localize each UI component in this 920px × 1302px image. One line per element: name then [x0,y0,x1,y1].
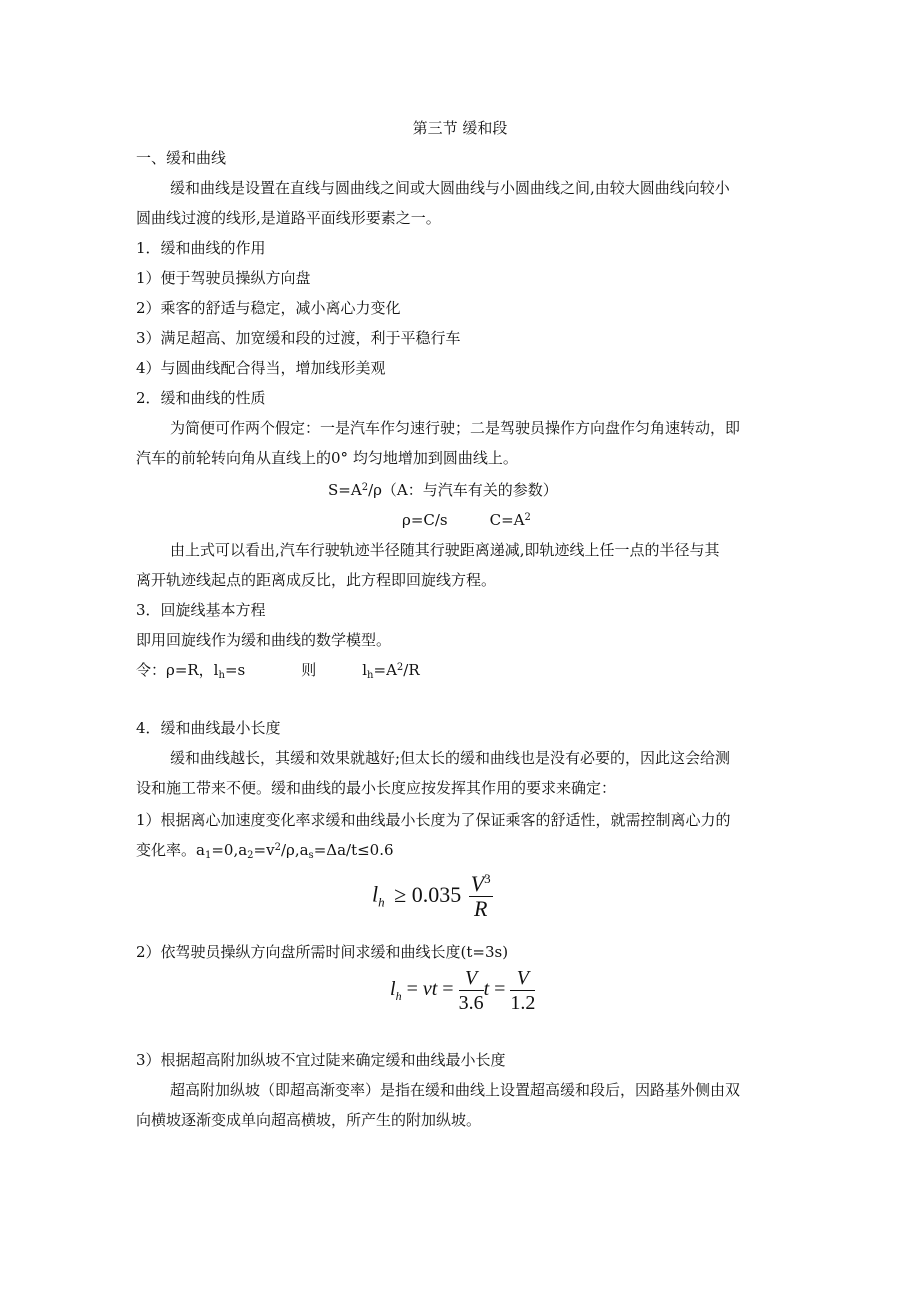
eq-text: 则 [301,661,317,679]
eq-var: l [372,881,379,907]
eq-text: = [494,978,506,1001]
criterion-1: 1）根据离心加速度变化率求缓和曲线最小长度为了保证乘客的舒适性，就需控制离心力的 [136,811,731,829]
eq-text: =0,a [211,841,248,859]
paragraph-line: 超高附加纵坡（即超高渐变率）是指在缓和曲线上设置超高缓和段后，因路基外侧由双 [170,1081,741,1099]
paragraph-line: 汽车的前轮转向角从直线上的0° 均匀地增加到圆曲线上。 [136,449,518,467]
eq-text: 1.2 [510,992,536,1014]
eq-var: V [464,967,478,989]
paragraph-line: 缓和曲线越长，其缓和效果就越好;但太长的缓和曲线也是没有必要的，因此这会给测 [170,749,731,767]
criterion-1-formula [136,840,394,860]
eq-text: S=A [328,481,362,499]
eq-var: t [483,978,490,1001]
eq-text: =v [253,841,275,859]
eq-text: =s [224,661,246,679]
criterion-2: 2）依驾驶员操纵方向盘所需时间求缓和曲线长度(t=3s) [136,943,509,961]
formula-centripetal [372,872,493,921]
paragraph-line: 圆曲线过渡的线形,是道路平面线形要素之一。 [136,209,441,227]
eq-subscript: 1 [204,850,212,861]
eq-exponent: 2 [274,842,281,853]
paragraph-line: 设和施工带来不便。缓和曲线的最小长度应按发挥其作用的要求来确定： [136,779,617,797]
eq-subscript: h [395,989,402,1004]
eq-text: l [362,661,368,679]
eq-text: =Δa/t≤0.6 [313,841,394,859]
list-item: 1）便于驾驶员操纵方向盘 [136,269,311,287]
eq-subscript: h [378,894,385,910]
eq-text: 3.6 [458,992,484,1014]
subheading: 1．缓和曲线的作用 [136,239,266,257]
paragraph-line: 由上式可以看出,汽车行驶轨迹半径随其行驶距离递减,即轨迹线上任一点的半径与其 [170,541,720,559]
paragraph-line: 离开轨迹线起点的距离成反比，此方程即回旋线方程。 [136,571,497,589]
eq-text: C=A [489,511,525,529]
criterion-3: 3）根据超高附加纵坡不宜过陡来确定缓和曲线最小长度 [136,1051,506,1069]
eq-exponent: 2 [396,662,404,673]
eq-var: vt [422,978,438,1001]
list-item: 4）与圆曲线配合得当，增加线形美观 [136,359,386,377]
eq-var: V [516,967,530,989]
fraction [459,966,484,1015]
eq-var: R [473,896,488,921]
equation-s [328,480,558,500]
eq-var: l [390,978,396,1001]
paragraph-line: 为简便可作两个假定：一是汽车作匀速行驶；二是驾驶员操作方向盘作匀角速转动，即 [170,419,741,437]
eq-subscript: s [308,850,314,861]
subheading: 2．缓和曲线的性质 [136,389,266,407]
eq-text: /R [403,661,420,679]
eq-text: = [442,978,454,1001]
eq-text: ρ=C/s [402,511,448,529]
list-item: 3）满足超高、加宽缓和段的过渡，利于平稳行车 [136,329,461,347]
eq-text: =A [373,661,397,679]
eq-subscript: h [367,670,374,681]
eq-text: /ρ（A：与汽车有关的参数） [368,481,558,499]
eq-text: = [406,978,418,1001]
subheading: 4．缓和曲线最小长度 [136,719,281,737]
fraction [510,966,535,1015]
eq-exponent: 3 [484,871,491,886]
eq-exponent: 2 [361,482,369,493]
eq-var: V [470,871,485,896]
page-title: 第三节 缓和段 [412,119,508,137]
paragraph-line: 即用回旋线作为缓和曲线的数学模型。 [136,631,392,649]
eq-subscript: 2 [247,850,254,861]
eq-exponent: 2 [524,512,531,523]
fraction [469,872,493,921]
eq-text: 令：ρ=R，l [136,661,219,679]
eq-subscript: h [218,670,225,681]
subheading: 3．回旋线基本方程 [136,601,266,619]
paragraph-line: 缓和曲线是设置在直线与圆曲线之间或大圆曲线与小圆曲线之间,由较大圆曲线向较小 [170,179,730,197]
section-heading: 一、缓和曲线 [136,149,227,167]
formula-time [390,966,535,1015]
equation-let [136,660,420,680]
eq-text: ≥ 0.035 [394,881,462,907]
list-item: 2）乘客的舒适与稳定，减小离心力变化 [136,299,401,317]
equation-rho [402,510,531,530]
eq-text: 变化率。a [136,841,205,859]
eq-text: /ρ,a [280,841,309,859]
paragraph-line: 向横坡逐渐变成单向超高横坡，所产生的附加纵坡。 [136,1111,482,1129]
